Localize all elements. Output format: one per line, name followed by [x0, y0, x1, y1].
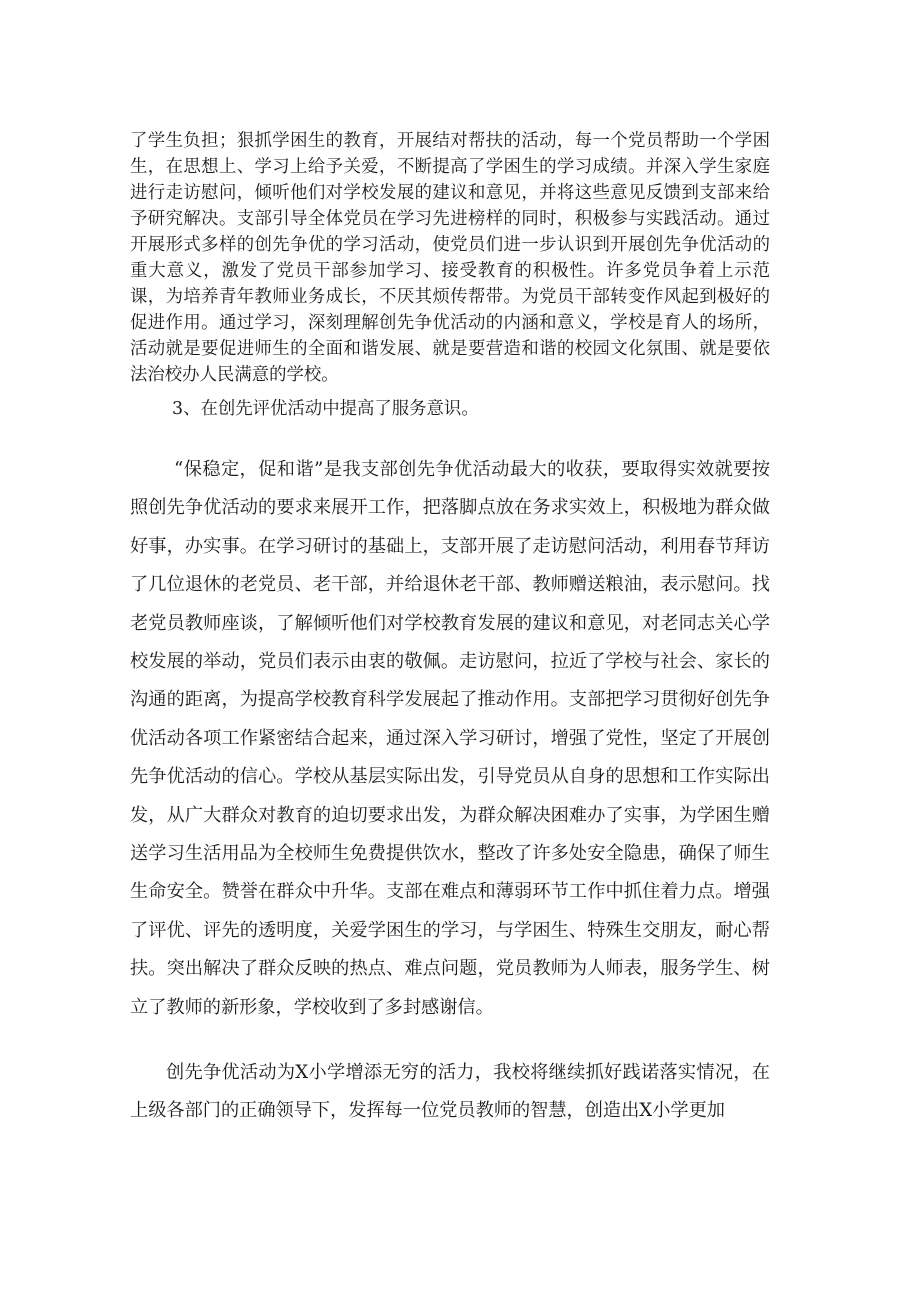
body-paragraph-2: “保稳定，促和谐”是我支部创先争优活动最大的收获，要取得实效就要按照创先争优活动的要求来展开工作，把落脚点放在务求实效上，积极地为群众做好事，办实事。在学习研讨的基础上，支部开展了走访慰问活动，利用春节拜访了几位退休的老党员、老干部，并给退休老干部、教师赠送粮油，表示慰问。找老党员教师座谈，了解倾听他们对学校教育发展的建议和意见，对老同志关心学校发展的举动，党员们表示由衷的敬佩。走访慰问，拉近了学校与社会、家长的沟通的距离，为提高学校教育科学发展起了推动作用。支部把学习贯彻好创先争优活动各项工作紧密结合起来，通过深入学习研讨，增强了党性，坚定了开展创先争优活动的信心。学校从基层实际出发，引导党员从自身的思想和工作实际出发，从广大群众对教育的迫切要求出发，为群众解决困难办了实事，为学困生赠送学习生活用品为全校师生免费提供饮水，整改了许多处安全隐患，确保了师生生命安全。赞誉在群众中升华。支部在难点和薄弱环节工作中抓住着力点。增强了评优、评先的透明度，关爱学困生的学习，与学困生、特殊生交朋友，耐心帮扶。突出解决了群众反映的热点、难点问题，党员教师为人师表，服务学生、树立了教师的新形象，学校收到了多封感谢信。 — [130, 459, 770, 1018]
body-paragraph-3: 创先争优活动为X小学增添无穷的活力，我校将继续抓好践诺落实情况，在上级各部门的正确领导下，发挥每一位党员教师的智慧，创造出X小学更加 — [130, 1062, 770, 1122]
body-paragraph-1: 了学生负担；狠抓学困生的教育，开展结对帮扶的活动，每一个党员帮助一个学困生，在思想上、学习上给予关爱，不断提高了学困生的学习成绩。并深入学生家庭进行走访慰问，倾听他们对学校发展的建议和意见，并将这些意见反馈到支部来给予研究解决。支部引导全体党员在学习先进榜样的同时，积极参与实践活动。通过开展形式多样的创先争优的学习活动，使党员们进一步认识到开展创先争优活动的重大意义，激发了党员干部参加学习、接受教育的积极性。许多党员争着上示范课，为培养青年教师业务成长，不厌其烦传帮带。为党员干部转变作风起到极好的促进作用。通过学习，深刻理解创先争优活动的内涵和意义，学校是育人的场所，活动就是要促进师生的全面和谐发展、就是要营造和谐的校园文化氛围、就是要依法治校办人民满意的学校。 — [130, 131, 770, 385]
section-heading: 3、在创先评优活动中提高了服务意识。 — [172, 399, 479, 419]
